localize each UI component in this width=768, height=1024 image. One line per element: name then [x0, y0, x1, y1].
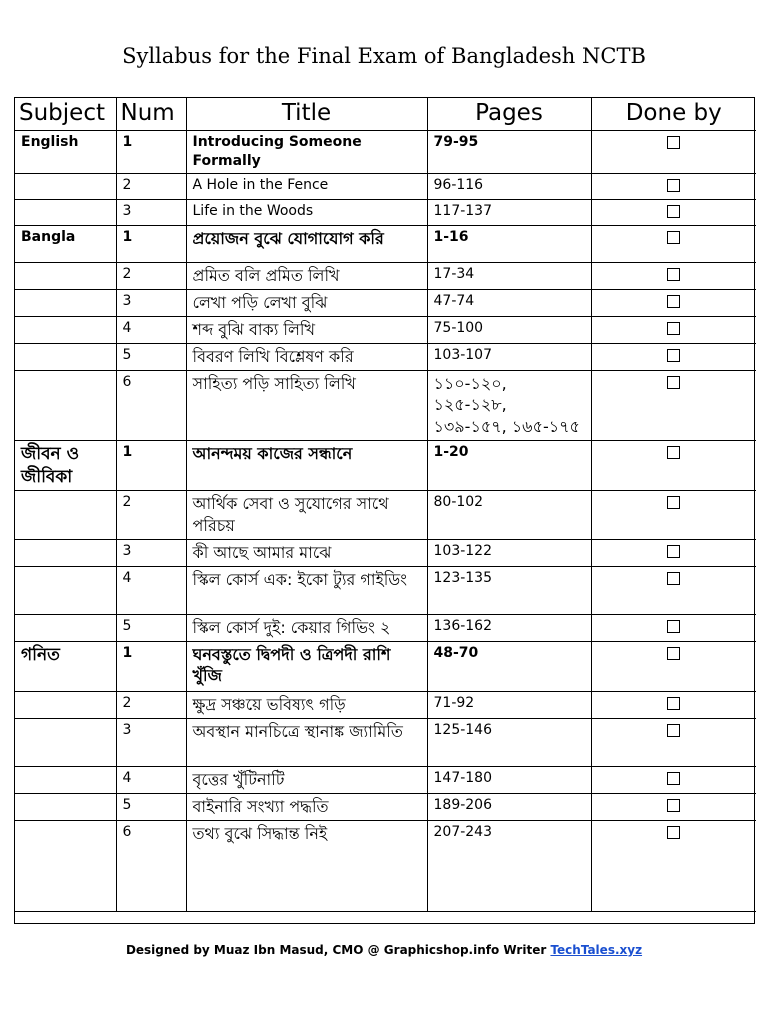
num-cell: 6 [116, 820, 186, 911]
subject-cell [15, 262, 116, 289]
num-cell: 5 [116, 614, 186, 641]
table-row [15, 691, 756, 718]
title-cell: A Hole in the Fence [186, 173, 427, 199]
num-cell: 3 [116, 539, 186, 566]
table-row [15, 718, 756, 766]
subject-cell [15, 566, 116, 614]
done-checkbox[interactable] [667, 647, 680, 660]
done-checkbox[interactable] [667, 268, 680, 281]
done-checkbox[interactable] [667, 322, 680, 335]
table-row [15, 225, 756, 262]
done-by-cell [591, 225, 756, 262]
num-cell: 3 [116, 199, 186, 225]
num-cell: 5 [116, 793, 186, 820]
done-by-cell [591, 793, 756, 820]
header-pages: Pages [427, 98, 591, 131]
done-checkbox[interactable] [667, 572, 680, 585]
done-checkbox[interactable] [667, 446, 680, 459]
done-by-cell [591, 440, 756, 491]
subject-cell [15, 173, 116, 199]
title-cell: ঘনবস্তুতে দ্বিপদী ও ত্রিপদী রাশি খুঁজি [186, 641, 427, 691]
pages-cell: 48-70 [427, 641, 591, 691]
title-cell: Introducing Someone Formally [186, 131, 427, 174]
title-cell: বৃত্তের খুঁটিনাটি [186, 766, 427, 793]
num-cell: 1 [116, 225, 186, 262]
done-checkbox[interactable] [667, 136, 680, 149]
title-cell: প্রমিত বলি প্রমিত লিখি [186, 262, 427, 289]
subject-cell [15, 793, 116, 820]
syllabus-body [15, 131, 756, 912]
num-cell: 1 [116, 131, 186, 174]
done-by-cell [591, 173, 756, 199]
num-cell: 3 [116, 718, 186, 766]
title-cell: আর্থিক সেবা ও সুযোগের সাথে পরিচয় [186, 491, 427, 539]
done-by-cell [591, 131, 756, 174]
footer-credit: Designed by Muaz Ibn Masud, CMO @ Graphicshop.info Writer [125, 943, 551, 957]
table-row [15, 316, 756, 343]
done-checkbox[interactable] [667, 620, 680, 633]
done-by-cell [591, 370, 756, 440]
table-row [15, 614, 756, 641]
pages-cell: 17-34 [427, 262, 591, 289]
title-cell: Life in the Woods [186, 199, 427, 225]
table-row [15, 199, 756, 225]
subject-cell [15, 491, 116, 539]
num-cell: 6 [116, 370, 186, 440]
pages-cell: 123-135 [427, 566, 591, 614]
title-cell: বিবরণ লিখি বিশ্লেষণ করি [186, 343, 427, 370]
table-row [15, 173, 756, 199]
table-row [15, 370, 756, 440]
pages-cell: 75-100 [427, 316, 591, 343]
pages-cell: 96-116 [427, 173, 591, 199]
title-cell: ক্ষুদ্র সঞ্চয়ে ভবিষ্যৎ গড়ি [186, 691, 427, 718]
table-row [15, 641, 756, 691]
title-cell: তথ্য বুঝে সিদ্ধান্ত নিই [186, 820, 427, 911]
num-cell: 4 [116, 766, 186, 793]
done-checkbox[interactable] [667, 826, 680, 839]
subject-cell [15, 343, 116, 370]
done-checkbox[interactable] [667, 724, 680, 737]
pages-cell: 71-92 [427, 691, 591, 718]
header-subject: Subject [15, 98, 116, 131]
pages-cell: 136-162 [427, 614, 591, 641]
table-row [15, 289, 756, 316]
pages-cell: 117-137 [427, 199, 591, 225]
num-cell: 2 [116, 691, 186, 718]
subject-cell: জীবন ও জীবিকা [15, 440, 116, 491]
table-row [15, 491, 756, 539]
pages-cell: 103-122 [427, 539, 591, 566]
title-cell: স্কিল কোর্স দুই: কেয়ার গিভিং ২ [186, 614, 427, 641]
done-checkbox[interactable] [667, 231, 680, 244]
pages-cell: 103-107 [427, 343, 591, 370]
syllabus-table [15, 98, 756, 912]
num-cell: 2 [116, 262, 186, 289]
subject-cell [15, 718, 116, 766]
pages-cell: 47-74 [427, 289, 591, 316]
title-cell: সাহিত্য পড়ি সাহিত্য লিখি [186, 370, 427, 440]
table-row [15, 566, 756, 614]
done-by-cell [591, 566, 756, 614]
done-by-cell [591, 262, 756, 289]
pages-cell: 147-180 [427, 766, 591, 793]
num-cell: 5 [116, 343, 186, 370]
done-by-cell [591, 539, 756, 566]
title-cell: বাইনারি সংখ্যা পদ্ধতি [186, 793, 427, 820]
num-cell: 1 [116, 641, 186, 691]
title-cell: আনন্দময় কাজের সন্ধানে [186, 440, 427, 491]
num-cell: 2 [116, 173, 186, 199]
title-cell: প্রয়োজন বুঝে যোগাযোগ করি [186, 225, 427, 262]
done-checkbox[interactable] [667, 179, 680, 192]
table-row [15, 766, 756, 793]
subject-cell: Bangla [15, 225, 116, 262]
num-cell: 4 [116, 566, 186, 614]
title-cell: কী আছে আমার মাঝে [186, 539, 427, 566]
pages-cell: 189-206 [427, 793, 591, 820]
done-by-cell [591, 718, 756, 766]
header-title: Title [186, 98, 427, 131]
num-cell: 3 [116, 289, 186, 316]
done-checkbox[interactable] [667, 349, 680, 362]
done-checkbox[interactable] [667, 697, 680, 710]
done-by-cell [591, 199, 756, 225]
header-row [15, 98, 756, 131]
pages-cell: 1-20 [427, 440, 591, 491]
done-checkbox[interactable] [667, 772, 680, 785]
done-checkbox[interactable] [667, 205, 680, 218]
pages-cell: 80-102 [427, 491, 591, 539]
title-cell: লেখা পড়ি লেখা বুঝি [186, 289, 427, 316]
page-title: Syllabus for the Final Exam of Bangladesh NCTB [122, 44, 646, 68]
subject-cell [15, 766, 116, 793]
num-cell: 1 [116, 440, 186, 491]
footer [0, 943, 768, 957]
title-cell: স্কিল কোর্স এক: ইকো ট্যুর গাইডিং [186, 566, 427, 614]
subject-cell: গনিত [15, 641, 116, 691]
pages-cell: 1-16 [427, 225, 591, 262]
done-by-cell [591, 766, 756, 793]
subject-cell [15, 316, 116, 343]
header-num: Num [116, 98, 186, 131]
subject-cell [15, 370, 116, 440]
subject-cell [15, 691, 116, 718]
pages-cell: 207-243 [427, 820, 591, 911]
title-cell: অবস্থান মানচিত্রে স্থানাঙ্ক জ্যামিতি [186, 718, 427, 766]
syllabus-table-frame [14, 97, 755, 924]
done-by-cell [591, 691, 756, 718]
subject-cell: English [15, 131, 116, 174]
table-row [15, 820, 756, 911]
subject-cell [15, 289, 116, 316]
num-cell: 2 [116, 491, 186, 539]
pages-cell: 125-146 [427, 718, 591, 766]
done-checkbox[interactable] [667, 799, 680, 812]
done-by-cell [591, 343, 756, 370]
subject-cell [15, 539, 116, 566]
pages-cell: 79-95 [427, 131, 591, 174]
done-by-cell [591, 491, 756, 539]
done-by-cell [591, 316, 756, 343]
table-row [15, 440, 756, 491]
table-row [15, 262, 756, 289]
pages-cell: ১১০-১২০, ১২৫-১২৮, ১৩৯-১৫৭, ১৬৫-১৭৫ [427, 370, 591, 440]
done-checkbox[interactable] [667, 295, 680, 308]
subject-cell [15, 199, 116, 225]
done-by-cell [591, 820, 756, 911]
done-checkbox[interactable] [667, 496, 680, 509]
table-row [15, 343, 756, 370]
subject-cell [15, 614, 116, 641]
done-by-cell [591, 641, 756, 691]
title-cell: শব্দ বুঝি বাক্য লিখি [186, 316, 427, 343]
done-by-cell [591, 289, 756, 316]
done-checkbox[interactable] [667, 376, 680, 389]
done-checkbox[interactable] [667, 545, 680, 558]
footer-link[interactable]: TechTales.xyz [550, 943, 643, 957]
table-row [15, 131, 756, 174]
table-row [15, 793, 756, 820]
header-done-by: Done by [591, 98, 756, 131]
num-cell: 4 [116, 316, 186, 343]
table-row [15, 539, 756, 566]
done-by-cell [591, 614, 756, 641]
subject-cell [15, 820, 116, 911]
